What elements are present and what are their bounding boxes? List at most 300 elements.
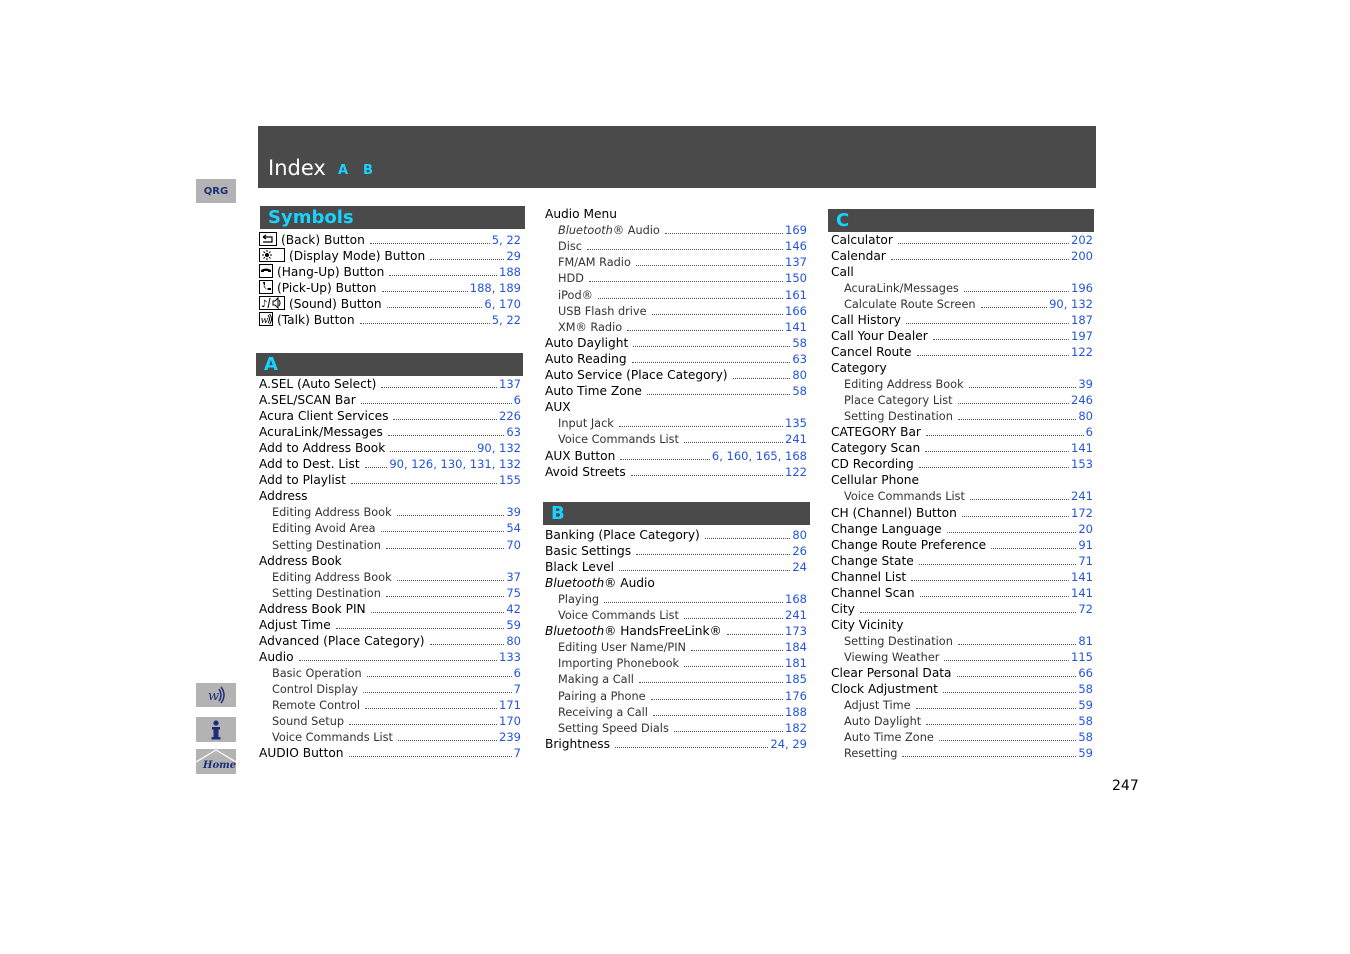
page-reference-link[interactable]: 150 [785, 271, 807, 286]
dot-leader [386, 538, 504, 549]
page-reference-link[interactable]: 72 [1078, 601, 1093, 616]
page-reference-link[interactable]: 202 [1071, 233, 1093, 247]
index-entry [259, 312, 521, 328]
page-reference-link[interactable]: 155 [499, 473, 521, 488]
entry-term [272, 570, 392, 586]
entry-text: Call Your Dealer [831, 329, 928, 344]
entry-term [831, 440, 920, 456]
talk-icon [206, 686, 226, 704]
page-reference-link[interactable]: 90, 126, 130, 131, 132 [389, 457, 521, 472]
entry-term [831, 360, 887, 376]
entry-text: AUDIO Button [259, 746, 344, 761]
page-reference-link[interactable]: 241 [1071, 489, 1093, 504]
entry-text: Calculator [831, 233, 893, 247]
index-entry [831, 569, 1093, 585]
svg-text:Home: Home [203, 760, 236, 771]
page-reference-link[interactable]: 39 [506, 505, 521, 520]
index-entry [259, 472, 521, 488]
page-reference-link[interactable]: 173 [785, 624, 807, 639]
index-subentry [844, 745, 1093, 761]
index-subentry [558, 254, 807, 270]
page-reference-link[interactable]: 115 [1071, 649, 1093, 664]
entry-term [831, 248, 886, 264]
index-entry [259, 280, 521, 296]
entry-term [558, 416, 614, 432]
entry-text: Input Jack [558, 417, 614, 431]
page-reference-link[interactable]: 75 [506, 585, 521, 600]
entry-term [545, 623, 722, 639]
page-reference-link[interactable]: 146 [785, 239, 807, 254]
page-reference-link[interactable]: 141 [785, 319, 807, 334]
entry-term [259, 633, 425, 649]
dot-leader [389, 265, 497, 276]
entry-term-italic: Bluetooth [545, 576, 605, 591]
entry-term [831, 328, 928, 344]
page-reference-link[interactable]: 141 [1071, 569, 1093, 584]
index-subentry [844, 296, 1093, 312]
index-entry [545, 736, 807, 752]
entry-term [831, 344, 912, 360]
entry-term [558, 640, 686, 656]
page-reference-link[interactable]: 137 [785, 255, 807, 270]
index-entry [545, 399, 807, 415]
entry-term [558, 432, 679, 448]
dot-leader [370, 233, 490, 244]
index-subentry [272, 697, 521, 713]
entry-text: AcuraLink/Messages [259, 425, 383, 440]
index-subentry [558, 639, 807, 655]
entry-term [259, 376, 376, 392]
page-reference-link[interactable]: 122 [1071, 345, 1093, 360]
entry-term [558, 255, 631, 271]
index-entry [545, 527, 807, 543]
page-reference-link[interactable]: 6, 160, 165, 168 [711, 448, 807, 463]
dot-leader [860, 602, 1076, 613]
entry-term [844, 698, 911, 714]
page-reference-link[interactable]: 170 [499, 714, 521, 729]
index-entry [831, 681, 1093, 697]
page-reference-link[interactable]: 172 [1071, 505, 1093, 520]
page-reference-link[interactable]: 200 [1071, 249, 1093, 264]
entry-text: Place Category List [844, 394, 953, 408]
index-header [258, 126, 1096, 188]
page-reference-link[interactable]: 122 [785, 464, 807, 479]
dot-leader [620, 449, 710, 460]
dot-leader [619, 560, 790, 571]
dot-leader [387, 297, 483, 308]
page-reference-link[interactable]: 176 [785, 688, 807, 703]
dot-leader [920, 586, 1070, 597]
dot-leader [962, 506, 1069, 517]
entry-term [259, 553, 342, 569]
index-entry [545, 543, 807, 559]
entry-text: ® HandsFreeLink® [604, 624, 722, 639]
section-header-a: A [256, 353, 523, 376]
entry-text: Editing User Name/PIN [558, 641, 687, 655]
talk-icon [259, 315, 273, 329]
svg-text:w: w [208, 689, 220, 704]
entry-text: Address [259, 489, 308, 504]
entry-term [831, 569, 906, 585]
dot-leader [933, 329, 1069, 340]
index-subentry [844, 408, 1093, 424]
index-subentry [844, 649, 1093, 665]
page-reference-link[interactable]: 137 [499, 377, 521, 391]
page-reference-link[interactable]: 185 [785, 672, 807, 687]
dot-leader [398, 730, 497, 741]
page-reference-link[interactable]: 70 [506, 537, 521, 552]
dot-leader [299, 650, 497, 661]
entry-term [558, 320, 622, 336]
nav-link-a[interactable]: A [338, 163, 349, 178]
page-reference-link[interactable]: 24 [792, 560, 807, 575]
dot-leader [386, 586, 504, 597]
page-reference-link[interactable]: 7 [513, 681, 521, 696]
entry-text: Call History [831, 313, 901, 328]
index-entry [831, 505, 1093, 521]
dot-leader [906, 313, 1069, 324]
dot-leader [627, 320, 783, 331]
entry-term [844, 297, 976, 313]
entry-text: Audio Menu [545, 207, 617, 221]
home-button[interactable] [196, 749, 236, 774]
entry-text: (Pick-Up) Button [277, 281, 377, 295]
index-entry [831, 456, 1093, 472]
entry-text: Voice Commands List [844, 490, 965, 504]
index-entry [259, 232, 521, 248]
index-entry [259, 408, 521, 424]
page-reference-link[interactable]: 226 [499, 409, 521, 424]
entry-text: Auto Time Zone [844, 730, 934, 744]
entry-text: Voice Commands List [558, 609, 679, 623]
entry-term [272, 682, 358, 698]
entry-text: FM/AM Radio [558, 256, 631, 270]
page-reference-link[interactable]: 24, 29 [770, 736, 807, 751]
page-reference-link[interactable]: 241 [785, 608, 807, 623]
entry-text: CATEGORY Bar [831, 425, 921, 440]
page-reference-link[interactable]: 5, 22 [491, 313, 521, 327]
page-reference-link[interactable]: 188, 189 [469, 281, 521, 295]
entry-text: Category Scan [831, 441, 921, 456]
page-reference-link[interactable]: 141 [1071, 585, 1093, 600]
dot-leader [919, 554, 1077, 565]
entry-term [545, 736, 610, 752]
page-reference-link[interactable]: 166 [785, 303, 807, 318]
index-subentry [558, 431, 807, 447]
entry-term [558, 705, 648, 721]
page-reference-link[interactable]: 59 [1078, 697, 1093, 712]
page-reference-link[interactable]: 239 [499, 730, 521, 745]
page-reference-link[interactable]: 5, 22 [491, 233, 521, 247]
page-reference-link[interactable]: 182 [785, 720, 807, 735]
dot-leader [898, 233, 1069, 244]
dot-leader [371, 602, 505, 613]
entry-term [545, 543, 631, 559]
index-subentry [844, 280, 1093, 296]
entry-term [831, 665, 952, 681]
index-subentry [844, 713, 1093, 729]
entry-text: Auto Daylight [844, 714, 922, 728]
index-entry [259, 601, 521, 617]
entry-text: City [831, 601, 855, 616]
page-reference-link[interactable]: 66 [1078, 665, 1093, 680]
page-reference-link[interactable]: 80 [506, 633, 521, 648]
entry-text: Category [831, 361, 887, 376]
page-reference-link[interactable]: 20 [1078, 521, 1093, 536]
entry-term [545, 464, 626, 480]
entry-text: Editing Address Book [272, 570, 392, 584]
index-entry [831, 360, 1093, 376]
dot-leader [639, 672, 783, 683]
entry-term [844, 650, 939, 666]
entry-term [558, 672, 634, 688]
entry-text: Playing [558, 593, 600, 607]
entry-term [259, 456, 360, 472]
entry-term [272, 505, 392, 521]
dot-leader [958, 634, 1076, 645]
dot-leader [382, 281, 468, 292]
entry-text: Audio [259, 649, 294, 664]
dot-leader [397, 570, 505, 581]
entry-term [545, 367, 728, 383]
entry-term [844, 714, 921, 730]
page-reference-link[interactable]: 90, 132 [477, 441, 521, 456]
entry-term [831, 472, 919, 488]
entry-term [259, 424, 383, 440]
entry-text: Importing Phonebook [558, 657, 680, 671]
entry-term [844, 281, 959, 297]
page-reference-link[interactable]: 37 [506, 569, 521, 584]
entry-term [831, 681, 938, 697]
page-reference-link[interactable]: 39 [1078, 377, 1093, 392]
entry-term [844, 393, 953, 409]
index-subentry [272, 537, 521, 553]
dot-leader [957, 666, 1077, 677]
dot-leader [926, 714, 1076, 725]
page-reference-link[interactable]: 6 [513, 665, 521, 680]
entry-text: (Hang-Up) Button [277, 265, 385, 279]
page-title: Index [268, 156, 326, 180]
dot-leader [397, 505, 505, 516]
dot-leader [598, 288, 783, 299]
page-reference-link[interactable]: 6 [513, 393, 521, 408]
entry-term [558, 608, 679, 624]
page-reference-link[interactable]: 241 [785, 432, 807, 447]
entry-text: Setting Destination [272, 586, 381, 600]
index-entry [831, 617, 1093, 633]
index-entry [545, 335, 807, 351]
entry-term [272, 521, 376, 537]
entry-term [831, 521, 942, 537]
index-entry [831, 328, 1093, 344]
entry-text: Voice Commands List [272, 731, 393, 745]
page-reference-link[interactable]: 246 [1071, 393, 1093, 408]
index-subentry [272, 681, 521, 697]
entry-text: Banking (Place Category) [545, 528, 700, 542]
entry-text: Avoid Streets [545, 464, 626, 479]
entry-term [844, 377, 964, 393]
index-subentry [272, 520, 521, 536]
entry-text: Change Route Preference [831, 537, 987, 552]
entry-text: Cellular Phone [831, 473, 919, 488]
index-entry [831, 312, 1093, 328]
entry-text: AcuraLink/Messages [844, 282, 959, 296]
index-entry [545, 448, 807, 464]
info-button[interactable] [196, 717, 236, 742]
index-entry [831, 537, 1093, 553]
entry-text: Call [831, 265, 854, 280]
page-reference-link[interactable]: 26 [792, 544, 807, 559]
index-entry [259, 392, 521, 408]
dot-leader [939, 730, 1077, 741]
page-reference-link[interactable]: 133 [499, 649, 521, 664]
dot-leader [925, 441, 1069, 452]
entry-text: CH (Channel) Button [831, 505, 957, 520]
page-reference-link[interactable]: 188 [499, 265, 521, 279]
nav-link-b[interactable]: B [363, 163, 373, 178]
dot-leader [964, 281, 1069, 292]
entry-term [259, 408, 388, 424]
dot-leader [684, 432, 783, 443]
index-entry [545, 559, 807, 575]
qrg-button[interactable]: QRG [196, 179, 236, 203]
dot-leader [674, 721, 783, 732]
svg-text:♪: ♪ [261, 299, 268, 310]
index-entry [259, 440, 521, 456]
page-reference-link[interactable]: 91 [1078, 537, 1093, 552]
page-reference-link[interactable]: 197 [1071, 329, 1093, 344]
entry-term [831, 553, 914, 569]
entry-term [272, 730, 393, 746]
page-reference-link[interactable]: 184 [785, 640, 807, 655]
entry-text: ® Audio [604, 576, 655, 591]
entry-text: Editing Address Book [272, 506, 392, 520]
entry-term [545, 335, 628, 351]
dot-leader [589, 271, 783, 282]
page-reference-link[interactable]: 81 [1078, 633, 1093, 648]
dot-leader [943, 682, 1076, 693]
entry-term [259, 312, 355, 330]
page-reference-link[interactable]: 135 [785, 416, 807, 431]
entry-term [844, 746, 897, 762]
entry-text: Change Language [831, 521, 942, 536]
index-subentry [272, 569, 521, 585]
pickup-icon [259, 283, 273, 297]
page-reference-link[interactable]: 54 [506, 521, 521, 536]
dot-leader [361, 393, 512, 404]
page-reference-link[interactable]: 80 [792, 368, 807, 382]
page-reference-link[interactable]: 80 [1078, 409, 1093, 424]
page-reference-link[interactable]: 29 [506, 249, 521, 263]
dot-leader [916, 698, 1077, 709]
dot-leader [636, 544, 790, 555]
page-reference-link[interactable]: 58 [792, 335, 807, 350]
entry-term [844, 634, 953, 650]
index-entry [831, 424, 1093, 440]
page-reference-link[interactable]: 153 [1071, 457, 1093, 472]
page-reference-link[interactable]: 58 [1078, 713, 1093, 728]
talk-button[interactable] [196, 683, 236, 707]
page-reference-link[interactable]: 90, 132 [1049, 297, 1093, 312]
page-reference-link[interactable]: 7 [513, 746, 521, 761]
page-reference-link[interactable]: 141 [1071, 441, 1093, 456]
index-entry [831, 553, 1093, 569]
dot-leader [388, 425, 505, 436]
entry-term [844, 489, 965, 505]
page-reference-link[interactable]: 171 [499, 698, 521, 712]
page-reference-link[interactable]: 58 [1078, 729, 1093, 744]
entry-text: AUX [545, 400, 571, 415]
page-reference-link[interactable]: 168 [785, 592, 807, 607]
index-entry [545, 351, 807, 367]
page-reference-link[interactable]: 161 [785, 287, 807, 302]
entry-text: Acura Client Services [259, 409, 389, 424]
dot-leader [631, 465, 783, 476]
page-reference-link[interactable]: 63 [506, 425, 521, 440]
dot-leader [969, 377, 1077, 388]
index-subentry [558, 720, 807, 736]
entry-term [259, 745, 344, 761]
dot-leader [958, 409, 1076, 420]
page-reference-link[interactable]: 71 [1078, 553, 1093, 568]
page-reference-link[interactable]: 187 [1071, 313, 1093, 328]
dot-leader [947, 522, 1077, 533]
entry-text: Add to Playlist [259, 473, 346, 488]
dot-leader [733, 368, 791, 379]
entry-text: Cancel Route [831, 345, 912, 360]
page-reference-link[interactable]: 188 [785, 704, 807, 719]
page-reference-link[interactable]: 181 [785, 656, 807, 671]
dot-leader [684, 608, 783, 619]
entry-term [831, 264, 854, 280]
page-reference-link[interactable]: 59 [506, 617, 521, 632]
index-entry [259, 376, 521, 392]
entry-text: Auto Reading [545, 351, 627, 366]
entry-text: Calculate Route Screen [844, 298, 976, 312]
page-reference-link[interactable]: 196 [1071, 281, 1093, 296]
entry-text: HDD [558, 272, 584, 286]
index-entry [259, 264, 521, 280]
dot-leader [393, 409, 497, 420]
page-reference-link[interactable]: 6 [1085, 425, 1093, 440]
index-entry [545, 383, 807, 399]
entry-text: Making a Call [558, 673, 634, 687]
index-subentry [272, 504, 521, 520]
dot-leader [705, 528, 791, 539]
index-subentry [558, 270, 807, 286]
dot-leader [926, 425, 1084, 436]
page-reference-link[interactable]: 59 [1078, 745, 1093, 760]
entry-term-italic: Bluetooth [558, 224, 613, 238]
entry-term [545, 351, 627, 367]
page-reference-link[interactable]: 169 [785, 223, 807, 238]
entry-term [272, 698, 360, 714]
dot-leader [336, 618, 505, 629]
index-subentry [558, 319, 807, 335]
dot-leader [365, 457, 388, 468]
section-header-c: C [828, 209, 1094, 232]
page-reference-link[interactable]: 80 [792, 528, 807, 542]
page-reference-link[interactable]: 42 [506, 601, 521, 616]
page-reference-link[interactable]: 58 [792, 384, 807, 399]
page-reference-link[interactable]: 58 [1078, 681, 1093, 696]
entry-text: AUX Button [545, 448, 616, 463]
index-subentry [558, 415, 807, 431]
page-reference-link[interactable]: 63 [792, 351, 807, 366]
page-reference-link[interactable]: 6, 170 [484, 297, 521, 311]
section-header-symbols: Symbols [260, 206, 525, 229]
page-number: 247 [1112, 778, 1139, 794]
